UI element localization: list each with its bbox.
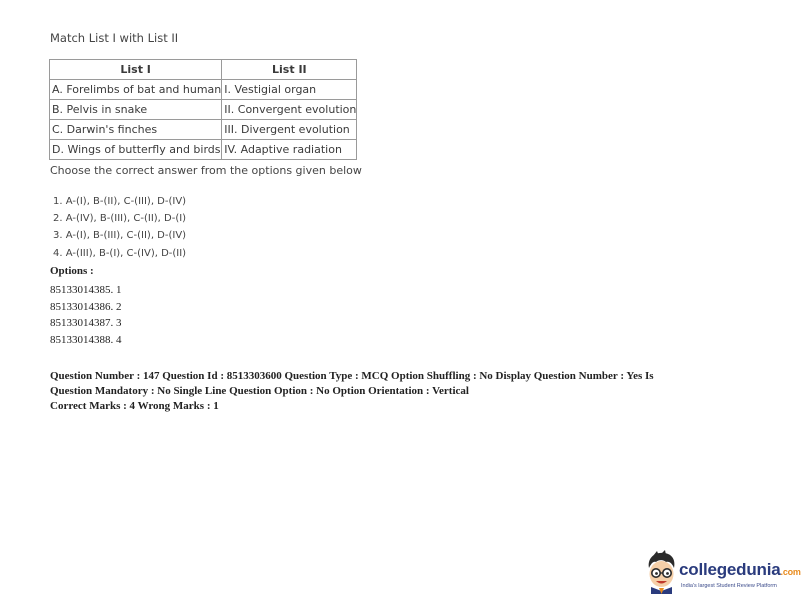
- option-id-item: 85133014385. 1: [50, 284, 122, 296]
- option-id-item: 85133014386. 2: [50, 300, 122, 313]
- table-cell: A. Forelimbs of bat and human: [50, 80, 222, 100]
- option-ids-list: [50, 282, 122, 348]
- answer-choice: 1. A-(I), B-(II), C-(III), D-(IV): [53, 196, 187, 207]
- table-row: [50, 140, 357, 160]
- table-cell: I. Vestigial organ: [222, 80, 357, 100]
- question-prompt: Match List I with List II: [50, 31, 179, 45]
- brand-name: collegedunia.com: [679, 560, 801, 579]
- answer-choice: 3. A-(I), B-(III), C-(II), D-(IV): [53, 230, 187, 242]
- table-cell: D. Wings of butterfly and birds: [50, 140, 222, 160]
- answer-instruction: Choose the correct answer from the options given below: [50, 164, 362, 177]
- table-cell: III. Divergent evolution: [222, 120, 357, 140]
- option-id-item: 85133014388. 4: [50, 333, 122, 346]
- metadata-line: Question Number : 147 Question Id : 8513303600 Question Type : MCQ Option Shuffling : No Display Question Number : Yes Is: [50, 370, 654, 382]
- brand-tagline: India's largest Student Review Platform: [681, 583, 777, 589]
- table-row: [50, 120, 357, 140]
- metadata-line: Correct Marks : 4 Wrong Marks : 1: [50, 400, 219, 412]
- column-header-list-1: List I: [50, 60, 222, 80]
- table-cell: II. Convergent evolution: [222, 100, 357, 120]
- student-face-icon: [643, 550, 679, 594]
- table-row: [50, 80, 357, 100]
- brand-domain-suffix: .com: [780, 567, 801, 577]
- collegedunia-logo: [643, 550, 801, 600]
- table-header-row: [50, 60, 357, 80]
- table-row: [50, 100, 357, 120]
- metadata-line: Question Mandatory : No Single Line Question Option : No Option Orientation : Vertical: [50, 385, 469, 397]
- options-label: Options :: [50, 265, 94, 277]
- question-metadata: [50, 369, 750, 414]
- answer-choices-list: [53, 193, 186, 262]
- answer-choice: 2. A-(IV), B-(III), C-(II), D-(I): [53, 213, 187, 225]
- match-table: [49, 59, 357, 160]
- answer-choice: 4. A-(III), B-(I), C-(IV), D-(II): [53, 247, 187, 259]
- table-cell: B. Pelvis in snake: [50, 100, 222, 120]
- column-header-list-2: List II: [222, 60, 357, 80]
- option-id-item: 85133014387. 3: [50, 317, 122, 329]
- table-cell: C. Darwin's finches: [50, 120, 222, 140]
- table-cell: IV. Adaptive radiation: [222, 140, 357, 160]
